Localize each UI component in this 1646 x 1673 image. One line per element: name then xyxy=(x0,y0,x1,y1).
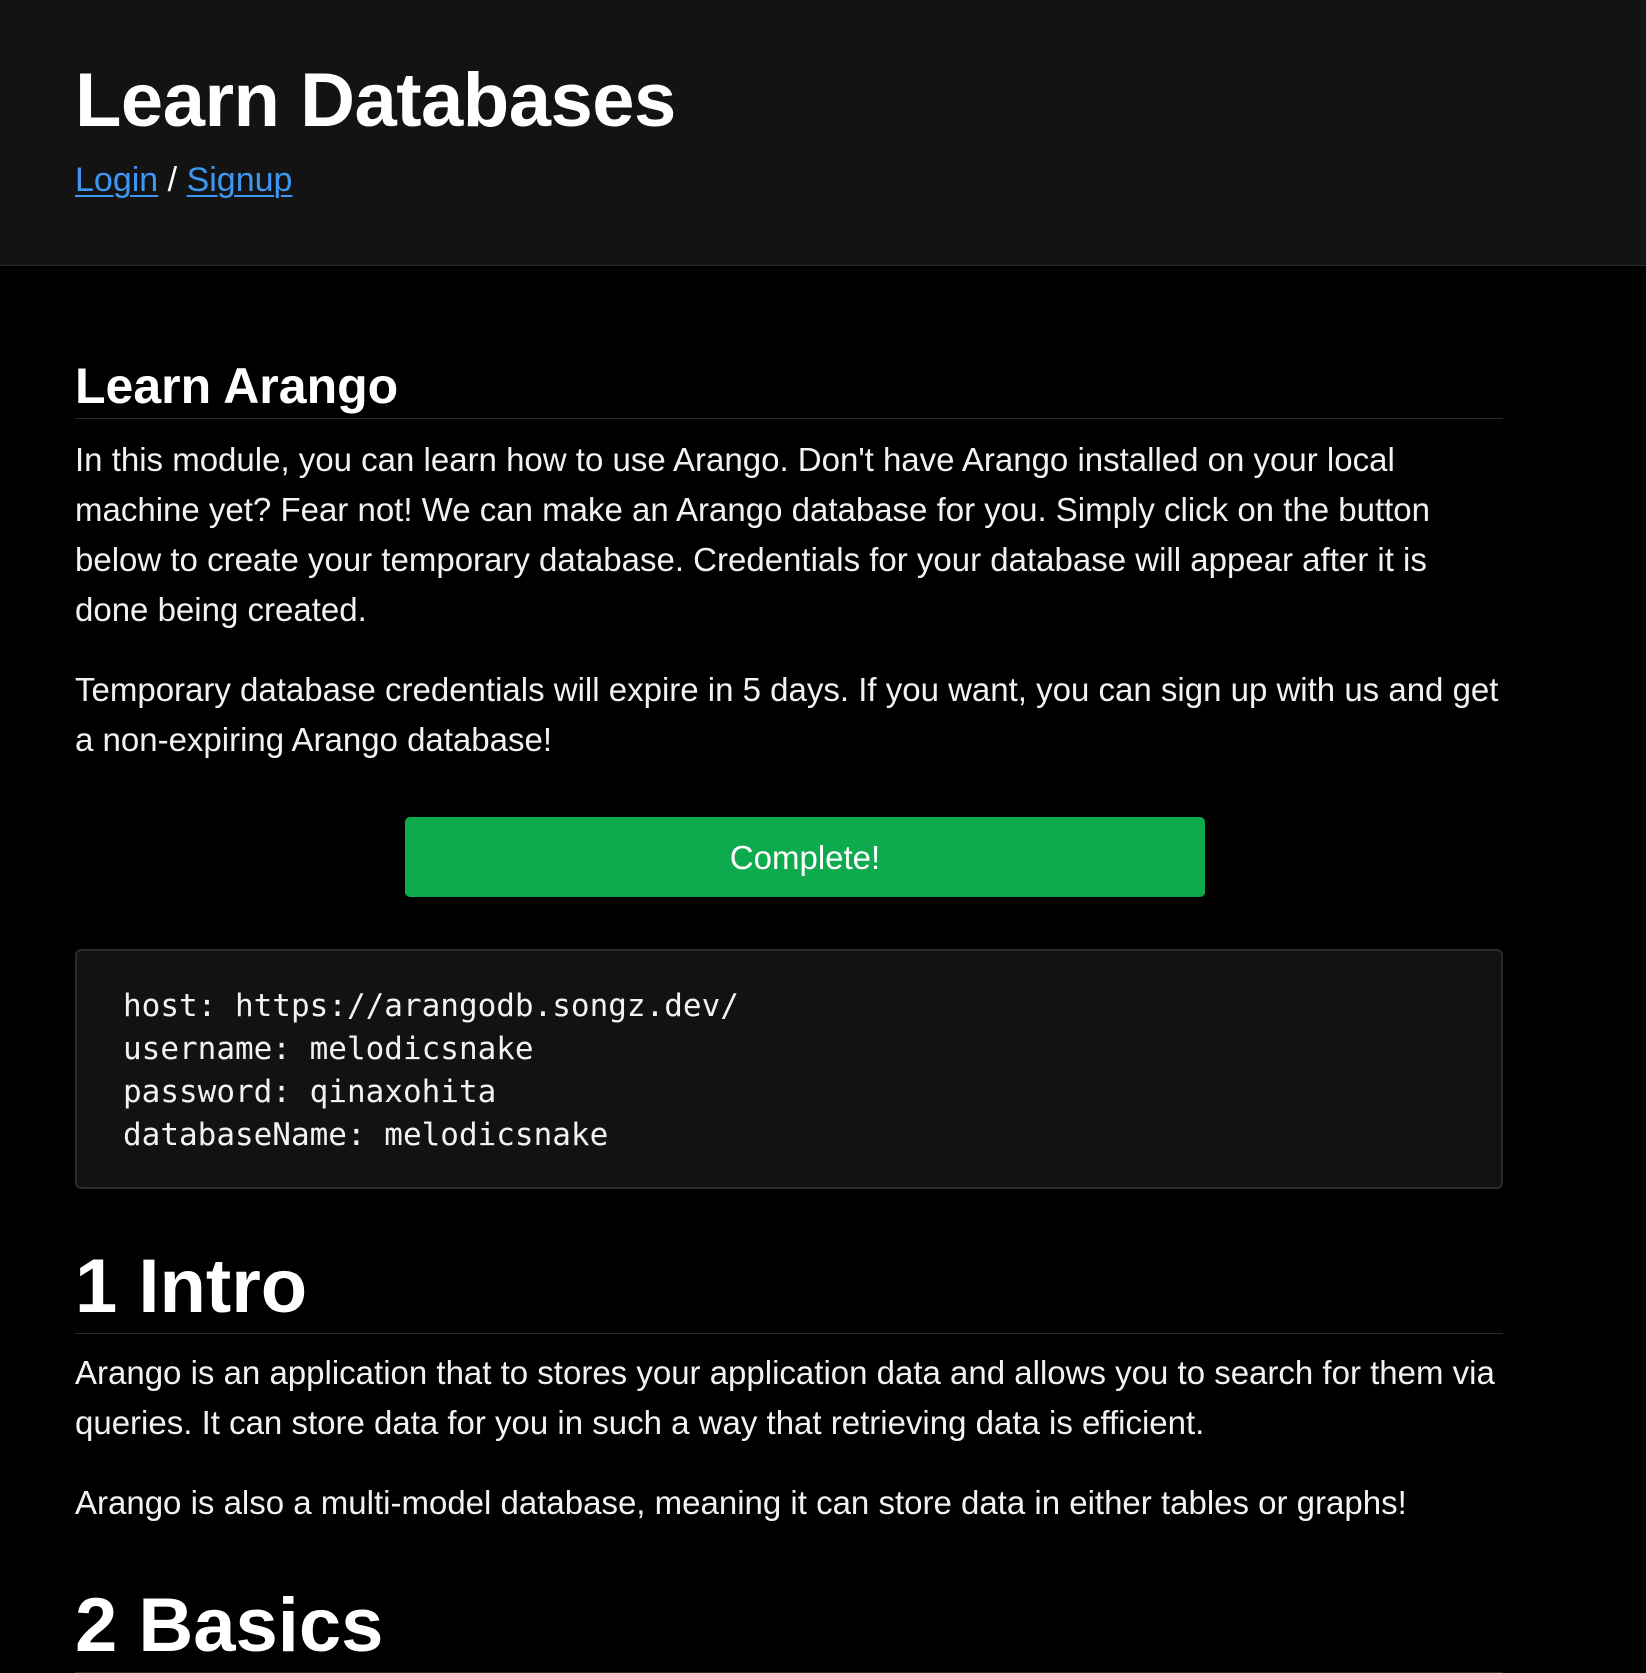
credentials-block xyxy=(75,949,1503,1189)
credential-host: host: https://arangodb.songz.dev/ xyxy=(123,988,739,1024)
auth-separator: / xyxy=(167,161,178,199)
signup-link[interactable]: Signup xyxy=(186,161,293,199)
main-content xyxy=(0,266,1575,1673)
module-expiry-paragraph: Temporary database credentials will expire in 5 days. If you want, you can sign up with us and get a non-expiring Arango database! xyxy=(75,671,1499,758)
intro-paragraph-1: Arango is an application that to stores your application data and allows you to search for them via queries. It can store data for you in such a way that retrieving data is efficient. xyxy=(75,1354,1495,1441)
site-title: Learn Databases xyxy=(75,58,676,143)
module-intro-paragraph: In this module, you can learn how to use Arango. Don't have Arango installed on your local machine yet? Fear not! We can make an Arango database for you. Simply click on the button below to create your temporary database. Credentials for your database will appear after it is done being created. xyxy=(75,441,1430,628)
site-header xyxy=(0,0,1646,266)
credential-username: username: melodicsnake xyxy=(123,1031,534,1067)
button-row xyxy=(75,817,1503,897)
credential-password: password: qinaxohita xyxy=(123,1074,497,1110)
auth-links xyxy=(75,158,1571,202)
complete-button[interactable]: Complete! xyxy=(405,817,1205,897)
section-title-basics: 2 Basics xyxy=(75,1580,1503,1673)
intro-paragraph-2: Arango is also a multi-model database, meaning it can store data in either tables or graphs! xyxy=(75,1484,1407,1521)
module-title: Learn Arango xyxy=(75,356,1503,419)
login-link[interactable]: Login xyxy=(75,161,159,199)
section-title-intro: 1 Intro xyxy=(75,1241,1503,1334)
credential-database-name: databaseName: melodicsnake xyxy=(123,1117,609,1153)
